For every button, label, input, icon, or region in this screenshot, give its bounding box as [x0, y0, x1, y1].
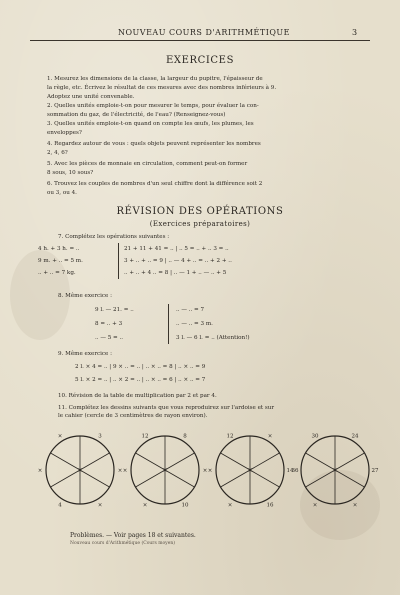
revision-subtitle: (Exercices préparatoires)	[149, 220, 251, 228]
wheel-label: 12	[226, 433, 234, 440]
exercise-11-line-1: 11. Complétez les dessins suivants que vous reproduirez sur l'ardoise et sur	[58, 405, 275, 411]
bracket	[168, 304, 169, 344]
wheel-label: 10	[181, 502, 189, 509]
exercise-6: 6. Trouvez les couples de nombres d'un seul chiffre dont la différence soit 2 ou 3, ou 4.	[47, 181, 263, 196]
wheel-label: ×	[122, 468, 128, 474]
exercise-8-left-3: .. — 5 = ..	[95, 335, 124, 341]
wheel-label: ×	[37, 468, 43, 474]
exercise-11-line-2: le cahier (cercle de 3 centimètres de rayon environ).	[58, 413, 208, 419]
problems-reference: Problèmes. — Voir pages 18 et suivantes.	[70, 532, 196, 539]
wheel-label: ×	[227, 502, 233, 509]
wheel-diagram	[123, 433, 208, 508]
exercise-10: 10. Révision de la table de multiplication par 2 et par 4.	[58, 393, 217, 399]
wheel-center: ×	[77, 467, 83, 474]
exercise-2: 2. Quelles unités emploie-t-on pour mesurer le temps, pour évaluer la con- sommation du gaz, de l'électricité, de l'eau? (Renseignez-vous)	[47, 103, 259, 118]
wheel-label: 36	[291, 468, 299, 474]
bracket	[118, 243, 119, 279]
exercise-3: 3. Quelles unités emploie-t-on quand on compte les œufs, les plumes, les enveloppes?	[47, 121, 254, 136]
header-rule	[30, 40, 370, 41]
wheel-label: ×	[207, 468, 213, 474]
wheel-label: ×	[117, 468, 123, 474]
exercise-8-label: 8. Même exercice :	[58, 293, 113, 299]
wheel-label: 30	[311, 433, 319, 440]
page-number: 3	[352, 28, 358, 37]
wheel-center: ×	[162, 467, 168, 474]
wheel-center: ×	[247, 467, 253, 474]
wheel-diagram	[292, 433, 379, 508]
wheel-label: ×	[97, 502, 103, 509]
wheel-diagram	[208, 433, 294, 508]
wheel-label: 16	[266, 502, 274, 509]
exercise-7-label: 7. Complétez les opérations suivantes :	[58, 234, 170, 240]
exercise-8-right-2: .. — .. = 3 m.	[176, 321, 213, 327]
wheel-label: ×	[142, 502, 148, 509]
footer-note: Nouveau cours d'Arithmétique (Cours moyen)	[70, 541, 176, 546]
exercise-9-label: 9. Même exercice :	[58, 351, 113, 357]
wheel-label: 4	[58, 502, 62, 509]
exercise-7-left-2: 9 m. + .. = 5 m.	[38, 258, 83, 264]
exercise-1: 1. Mesurez les dimensions de la classe, la largeur du pupitre, l'épaisseur de la règle, etc. Écrivez le résultat de ces mesures avec des nombres inférieurs à 9. Adoptez une unité convenable.	[47, 76, 277, 100]
exercise-7-right-3: .. + .. + 4 .. = 8 | .. — 1 + .. — .. + 5	[124, 270, 227, 276]
exercise-8-left-2: 8 = .. + 3	[95, 321, 123, 327]
wheel-label: ×	[267, 433, 273, 440]
exercise-8-right-1: .. — .. = 7	[176, 307, 205, 313]
wheel-label: 8	[183, 433, 187, 440]
exercise-5: 5. Avec les pièces de monnaie en circulation, comment peut-on former 8 sous, 10 sous?	[47, 161, 248, 176]
wheel-diagram	[38, 433, 123, 508]
wheel-label: ×	[202, 468, 208, 474]
wheel-label: 27	[371, 468, 379, 474]
exercise-9-row-2: 5 l. × 2 = .. | .. × 2 = .. | .. × .. = 6 | .. × .. = 7	[75, 377, 206, 383]
wheel-label: 12	[141, 433, 149, 440]
wheel-label: ×	[312, 502, 318, 509]
wheel-label: ×	[57, 433, 63, 440]
wheel-label: 3	[98, 433, 102, 440]
wheel-label: ×	[352, 502, 358, 509]
exercise-7-right-1: 21 + 11 + 41 = .. | .. 5 = .. + .. 3 = ..	[124, 246, 229, 252]
exercise-7-right-2: 3 + .. + .. = 9 | .. — 4 + .. = .. + 2 + ..	[124, 258, 232, 264]
running-title: NOUVEAU COURS D'ARITHMÉTIQUE	[118, 28, 291, 37]
page-header	[0, 28, 400, 40]
wheel-center: ×	[332, 467, 338, 474]
exercise-8-right-3: 3 l. — 6 l. = .. (Attention!)	[176, 335, 250, 341]
wheel-label: 24	[351, 433, 359, 440]
exercise-7-left-1: 4 h. + 3 h. = ..	[38, 246, 80, 252]
exercise-9-row-1: 2 l. × 4 = .. | 9 × .. = .. | .. × .. = 8 | .. × .. = 9	[75, 364, 206, 370]
exercise-8-left-1: 9 l. — 21. = ..	[95, 307, 134, 313]
exercices-title: EXERCICES	[165, 55, 235, 66]
revision-title: RÉVISION DES OPÉRATIONS	[116, 206, 284, 217]
exercise-7-left-3: .. + .. = 7 kg.	[38, 270, 76, 276]
exercise-4: 4. Regardez autour de vous : quels objets peuvent représenter les nombres 2, 4, 6?	[47, 141, 261, 156]
wheel-label: 14	[286, 468, 294, 474]
multiplication-wheels	[35, 420, 379, 520]
